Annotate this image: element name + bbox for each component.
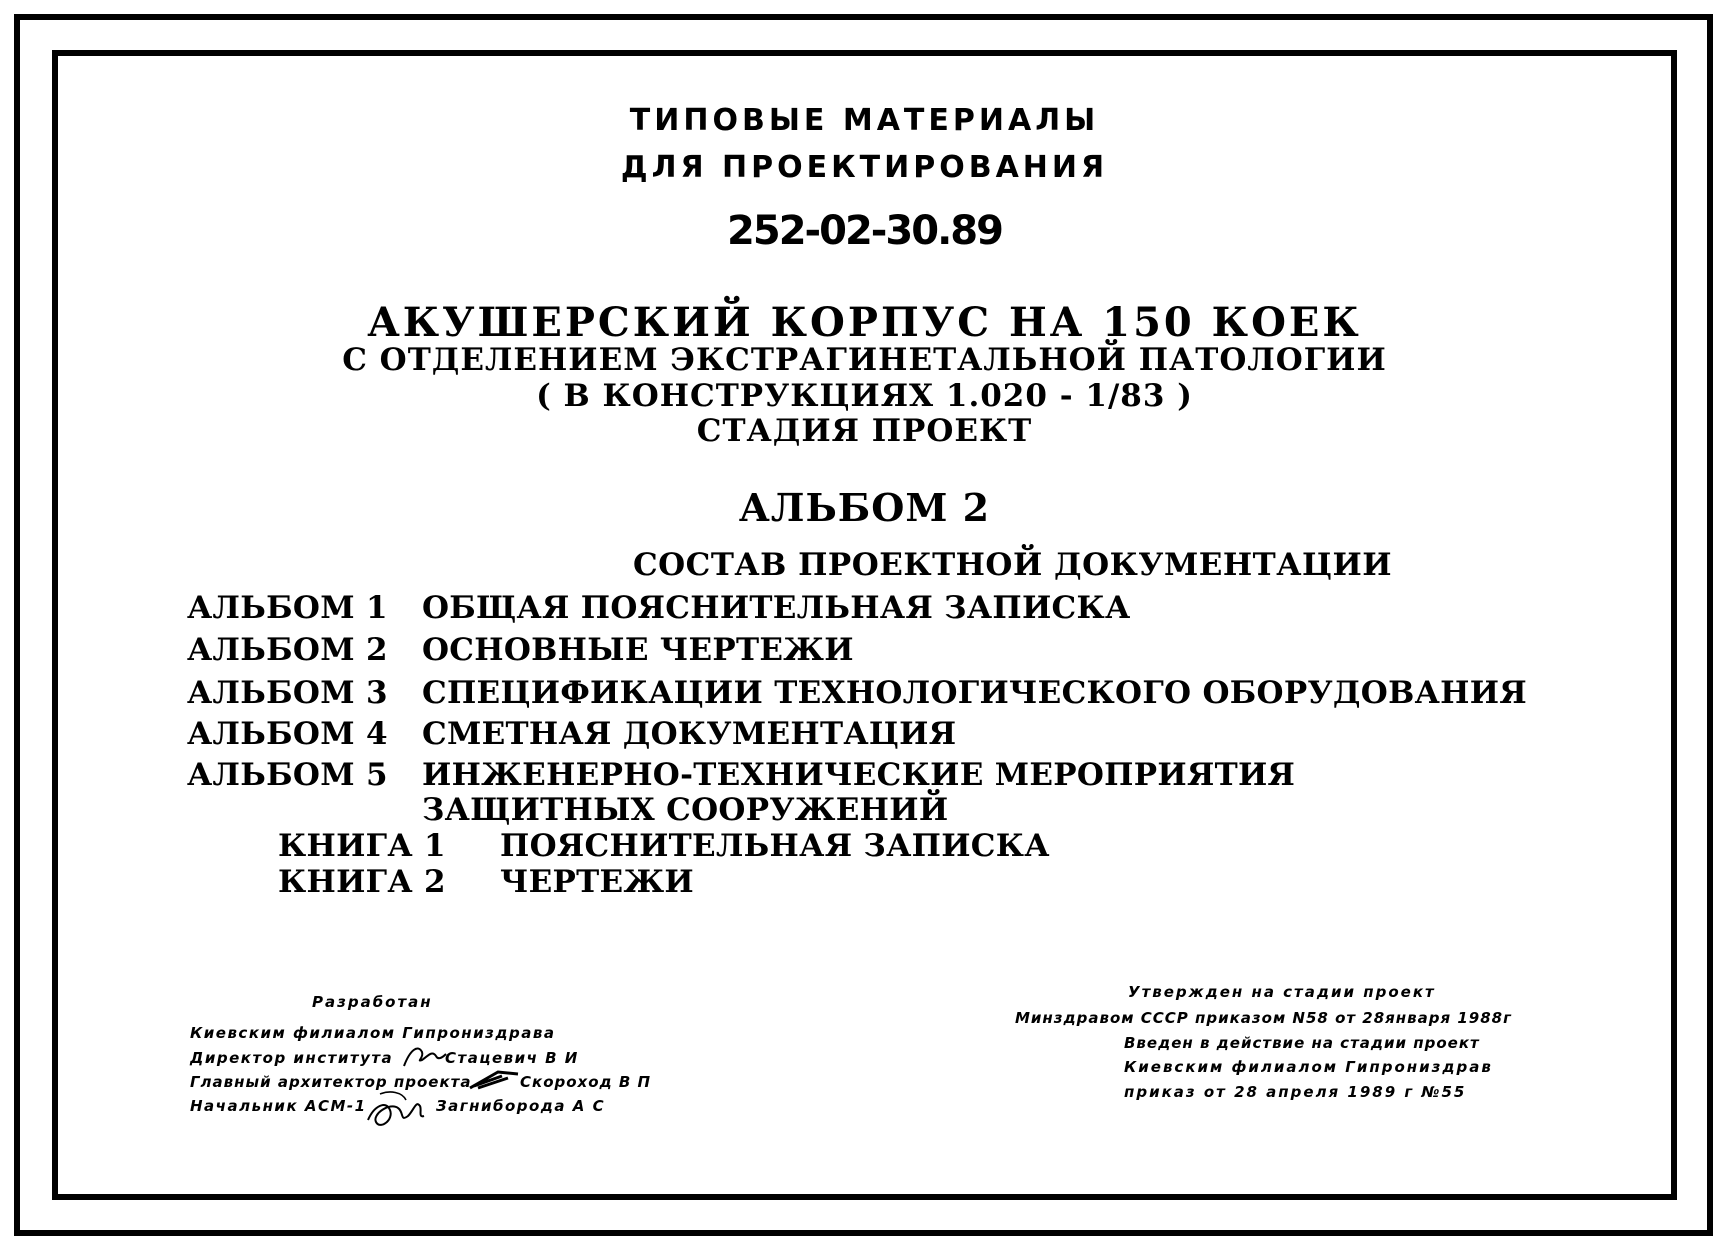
album-5-label: АЛЬБОМ 5 <box>187 757 388 793</box>
book-2-label: КНИГА 2 <box>278 864 446 900</box>
approved-line-2: Минздравом СССР приказом N58 от 28января 1988г <box>1015 1009 1512 1027</box>
developed-line-2: Директор института <box>190 1049 394 1067</box>
document-code: 252-02-30.89 <box>727 208 1002 254</box>
book-1-text: ПОЯСНИТЕЛЬНАЯ ЗАПИСКА <box>500 828 1050 864</box>
approved-line-3: Введен в действие на стадии проект <box>1124 1034 1480 1052</box>
developed-line-1: Киевским филиалом Гипрониздрава <box>190 1024 556 1042</box>
developed-line-2-name: Стацевич В И <box>445 1049 579 1067</box>
director-signature <box>400 1040 450 1072</box>
developed-title: Разработан <box>312 993 433 1011</box>
book-2-text: ЧЕРТЕЖИ <box>500 864 695 900</box>
developed-line-4: Начальник АСМ-1 <box>190 1097 367 1115</box>
approved-line-1: Утвержден на стадии проект <box>1128 983 1436 1001</box>
album-3-label: АЛЬБОМ 3 <box>187 675 388 711</box>
book-1-label: КНИГА 1 <box>278 828 446 864</box>
title-sub-1: С ОТДЕЛЕНИЕМ ЭКСТРАГИНЕТАЛЬНОЙ ПАТОЛОГИИ <box>342 342 1387 378</box>
header-line-1: ТИПОВЫЕ МАТЕРИАЛЫ <box>629 103 1100 138</box>
album-4-text: СМЕТНАЯ ДОКУМЕНТАЦИЯ <box>422 716 957 752</box>
title-sub-2: ( В КОНСТРУКЦИЯХ 1.020 - 1/83 ) <box>536 378 1193 414</box>
head-signature <box>360 1086 430 1136</box>
developed-line-3: Главный архитектор проекта <box>190 1073 472 1091</box>
developed-line-3-name: Скороход В П <box>520 1073 652 1091</box>
approved-line-4: Киевским филиалом Гипрониздрав <box>1124 1058 1493 1076</box>
approved-line-5: приказ от 28 апреля 1989 г №55 <box>1124 1083 1467 1101</box>
album-5-text: ИНЖЕНЕРНО-ТЕХНИЧЕСКИЕ МЕРОПРИЯТИЯ <box>422 757 1296 793</box>
album-2-label: АЛЬБОМ 2 <box>187 632 388 668</box>
architect-signature <box>468 1066 522 1092</box>
contents-heading: СОСТАВ ПРОЕКТНОЙ ДОКУМЕНТАЦИИ <box>633 547 1393 583</box>
header-line-2: ДЛЯ ПРОЕКТИРОВАНИЯ <box>620 150 1109 185</box>
album-1-text: ОБЩАЯ ПОЯСНИТЕЛЬНАЯ ЗАПИСКА <box>422 590 1131 626</box>
title-stage: СТАДИЯ ПРОЕКТ <box>696 413 1033 449</box>
album-5-text-2: ЗАЩИТНЫХ СООРУЖЕНИЙ <box>422 792 949 828</box>
album-4-label: АЛЬБОМ 4 <box>187 716 388 752</box>
album-title: АЛЬБОМ 2 <box>738 485 991 530</box>
developed-line-4-name: Загнибородa А С <box>436 1097 606 1115</box>
album-2-text: ОСНОВНЫЕ ЧЕРТЕЖИ <box>422 632 854 668</box>
album-3-text: СПЕЦИФИКАЦИИ ТЕХНОЛОГИЧЕСКОГО ОБОРУДОВАНИЯ <box>422 675 1527 711</box>
album-1-label: АЛЬБОМ 1 <box>187 590 388 626</box>
title-main: АКУШЕРСКИЙ КОРПУС НА 150 КОЕК <box>367 299 1362 346</box>
